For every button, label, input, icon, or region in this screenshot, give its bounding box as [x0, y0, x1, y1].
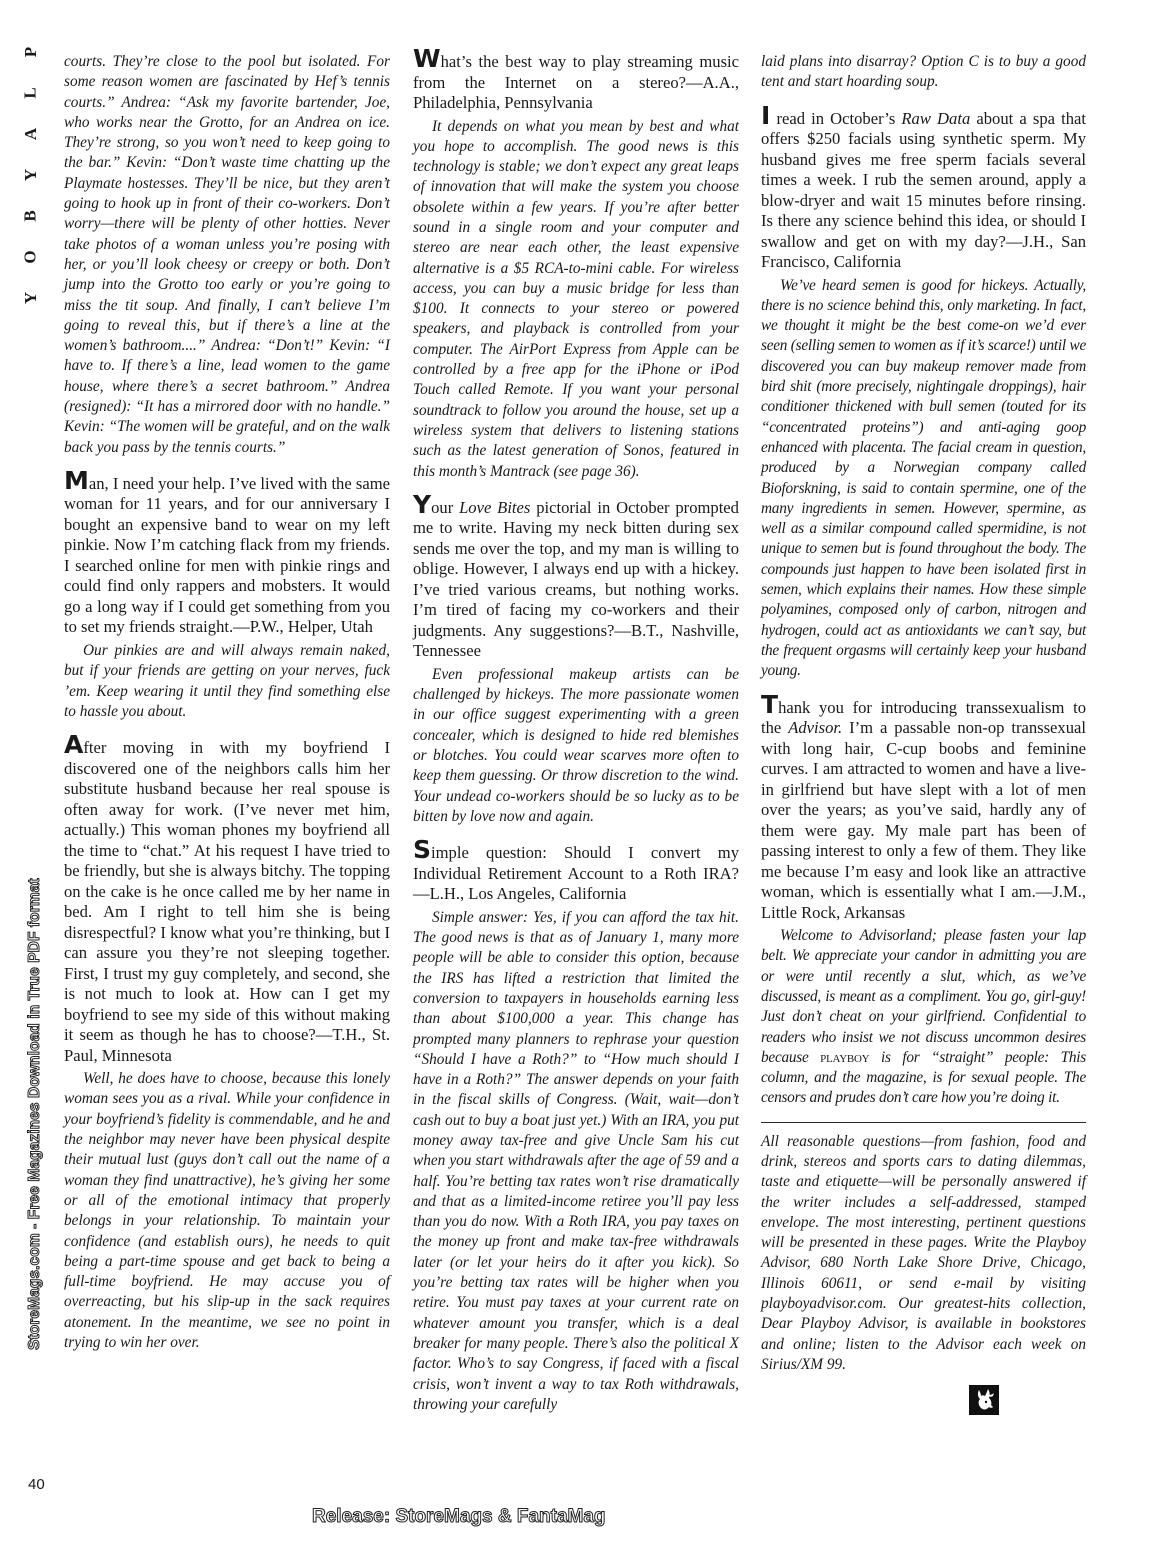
masthead: [18, 42, 44, 308]
page-number: 40: [28, 1476, 45, 1493]
answer-hickeys: Even professional makeup artists can be challenged by hickeys. The more passionate women in our office suggest experimenting with a green concealer, which is designed to hide red blemishes or blotches. You could wear scarves more often to keep them guessing. Or throw discretion to the wind. Your undead co-workers should be so lucky as to be bitten by love now and again.: [413, 665, 739, 825]
release-watermark: Release: StoreMags & FantaMag: [312, 1506, 606, 1527]
question-text: pictorial in October prompted me to write. Having my neck bitten during sex sends me over the top, and my man is willing to oblige. However, I always end up with a hickey. I’ve tried various creams, but nothing works. I’m tired of facing my co-workers and their judgments. Any suggestions?—B.T., Nashville, Tennessee: [413, 497, 739, 661]
question-text: hat’s the best way to play streaming music from the Internet on a stereo?—A.A., Philadelphia, Pennsylvania: [413, 52, 739, 112]
feature-title: Raw Data: [901, 108, 971, 128]
answer-text: is for “straight” people: This column, and the magazine, is for sexual people. The censors and prudes don’t care how you’re doing it.: [761, 1048, 1086, 1107]
masthead-letter: L: [21, 87, 40, 99]
divider-rule: [761, 1122, 1086, 1123]
drop-cap: Y: [413, 489, 432, 519]
answer-text: Welcome to Advisorland; please fasten your lap belt. We appreciate your candor in admitting you are or were until recently a slut, which, as we’ve discussed, is meant as a compliment. You go, girl-guy! Just don’t cheat on your girlfriend. Confidential to readers who insist we not discuss uncommon desires because: [761, 927, 1086, 1066]
continued-answer: courts. They’re close to the pool but isolated. For some reason women are fascinated by Hef’s tennis courts.” Andrea: “Ask my favorite bartender, Joe, who works near the Grotto, for an Andrea on ice. They’re strong, so you won’t need to keep going to the bar.” Kevin: “Don’t waste time chatting up the Playmate hostesses. They’ll be nice, but they aren’t going to hook up in front of their co-workers. Don’t worry—there will be plenty of other hotties. Never take photos of a woman unless you’re posing with her, or you’ll look cheesy or creepy or both. Don’t jump into the Grotto too early or you’re going to miss the tit soup. And finally, I can’t believe I’m going to reveal this, but if there’s a line at the women’s bathroom....” Andrea: “Don’t!” Kevin: “I have to. If there’s a line, lead women to the game house, where there’s a secret bathroom.” Andrea (resigned): “It has a mirrored door with no handle.” Kevin: “The women will be grateful, and on the walk back you pass by the tennis courts.”: [64, 53, 390, 456]
answer-transsexualism: [761, 926, 1086, 1109]
masthead-letter: B: [21, 210, 40, 222]
answer-sperm-facials: We’ve heard semen is good for hickeys. Actually, there is no science behind this, only marketing. In fact, we thought it might be the best come-on we’d ever seen (selling semen to women as if it’s scarce!) until we discovered you can buy makeup remover made from bird shit (more precisely, nightingale droppings), hair conditioner thickened with bull semen (touted for its “concentrated proteins”) and anti-aging goop enhanced with placenta. The facial cream in question, produced by a Norwegian company called Bioforskning, is said to contain spermine, one of the many ingredients in semen. However, spermine, as well as a similar compound called spermidine, is not unique to semen but is found throughout the body. The compounds just happen to have been isolated first in semen, which explains their names. How these simple polyamines, composed only of carbon, nitrogen and hydrogen, could act as antioxidants we can’t say, but the frequent orgasms will certainly keep your husband young.: [761, 276, 1086, 680]
masthead-letter: Y: [21, 168, 40, 182]
question-text: hank you for introducing transsexualism to the: [761, 697, 1086, 738]
pictorial-title: Love Bites: [459, 497, 531, 517]
answer-pinkie-ring: Our pinkies are and will always remain naked, but if your friends are getting on your nerves, fuck ’em. Keep wearing it until they find something else to hassle you about.: [64, 641, 390, 720]
question-sperm-facials: [761, 100, 1087, 273]
masthead-letter: P: [20, 46, 40, 58]
question-hickeys: [413, 489, 739, 662]
question-roth-ira: [413, 835, 739, 905]
question-text: our: [431, 497, 460, 517]
drop-cap: S: [413, 835, 432, 865]
column-1: [64, 52, 390, 1353]
continued-answer: laid plans into disarray? Option C is to buy a good tent and start hoarding soup.: [761, 53, 1086, 91]
side-watermark: StoreMags.com - Free Magazines Download in True PDF format: [26, 878, 43, 1350]
answer-neighbor: Well, he does have to choose, because this lonely woman sees you as a rival. While your confidence in your boyfriend’s fidelity is commendable, and he and the neighbor may never have been physical despite their mutual lust (guys don’t call out the name of a woman they find unattractive), he’s giving her some or all of the emotional intimacy that properly belongs in your relationship. To maintain your confidence (and establish ours), he needs to quit being a part-time spouse and get back to being a full-time boyfriend. He may accuse you of overreacting, but his slip-up in the sack requires atonement. In the meantime, we see no point in trying to win her over.: [64, 1070, 390, 1351]
drop-cap: T: [761, 689, 779, 719]
question-text: imple question: Should I convert my Individual Retirement Account to a Roth IRA?—L.H., Los Angeles, California: [413, 843, 739, 904]
drop-cap: A: [64, 730, 84, 760]
question-text: an, I need your help. I’ve lived with the same woman for 11 years, and for our anniversary I bought an expensive band to wear on my left pinkie. Now I’m catching flack from my friends. I searched online for men with pinkie rings and could find only rappers and mobsters. It would go a long way if I could get something from you to set my friends straight.—P.W., Helper, Utah: [64, 473, 390, 637]
column-title: Advisor.: [788, 718, 843, 738]
question-neighbor: [64, 730, 390, 1066]
question-text: read in October’s: [770, 108, 902, 128]
drop-cap: W: [413, 44, 441, 73]
answer-roth-ira: Simple answer: Yes, if you can afford the tax hit. The good news is that as of January 1, many more people will be able to consider this option, because the IRS has lifted a restriction that limited the conversion to taxpayers in households earning less than about $100,000 a year. This change has prompted many planners to rephrase your question “Should I have a Roth?” to “How much should I have in a Roth?” The answer depends on your faith in the fiscal skills of Congress. (Wait, wait—don’t cash out to buy a boat just yet.) With an IRA, you put money away tax-free and give Uncle Sam his cut when you start withdrawals after the age of 59 and a half. You’re betting tax rates won’t rise dramatically and that as a limited-income retiree you’ll pay less than you do now. With a Roth IRA, you pay taxes on the money up front and make tax-free withdrawals later (or let your heirs do it after you kick). So you’re betting tax rates will be higher when you retire. You must pay taxes at your current rate on whatever amount you transfer, which is a deal breaker for many people. There’s also the political X factor. Who’s to say Congress, if faced with a fiscal crisis, won’t invent a way to tax Roth withdrawals, throwing your carefully: [413, 908, 739, 1413]
question-text: I’m a passable non-op transsexual with long hair, C-cup boobs and feminine curves. I am attracted to women and have a live-in girlfriend but have slept with a lot of men over the years; as you’ve said, hardly any of them were gay. My male part has been of passing interest to only a few of them. They like me because I’m easy and look like an attractive woman, which is essentially what I am.—J.M., Little Rock, Arkansas: [761, 718, 1086, 922]
submission-info: All reasonable questions—from fashion, food and drink, stereos and sports cars to dating dilemmas, taste and etiquette—will be personally answered if the writer includes a self-addressed, stamped envelope. The most interesting, pertinent questions will be presented in these pages. Write the Playboy Advisor, 680 North Lake Shore Drive, Chicago, Illinois 60611, or send e-mail by visiting playboyadvisor.com. Our greatest-hits collection, Dear Playboy Advisor, is available in bookstores and online; listen to the Advisor each week on Sirius/XM 99.: [761, 1132, 1086, 1373]
brand-smallcaps: playboy: [820, 1048, 870, 1066]
masthead-letter: A: [21, 127, 40, 141]
masthead-letter: O: [20, 250, 40, 264]
drop-cap: I: [761, 100, 771, 130]
answer-streaming-music: It depends on what you mean by best and what you hope to accomplish. The good news is this technology is stable; we don’t expect any great leaps of innovation that will make the system you choose obsolete within a few years. If you’re after better sound in a single room and your computer and stereo are near each other, the least expensive alternative is a $5 RCA-to-mini cable. For wireless access, you can buy a music bridge for less than $100. It connects to your stereo or powered speakers, and playback is controlled from your computer. The AirPort Express from Apple can be controlled by a free app for the iPhone or iPod Touch called Remote. If you want your personal soundtrack to follow you around the house, set up a wireless system that delivers to listening stations such as the latest generation of Sonos, featured in this month’s Mantrack (see page 36).: [413, 117, 739, 480]
rabbit-head-icon: [969, 1385, 999, 1415]
question-text: fter moving in with my boyfriend I discovered one of the neighbors calls him her substitute husband because her real spouse is often away for work. (I’ve never met him, actually.) This woman phones my boyfriend all the time to “chat.” At his request I have tried to be friendly, but she is always bitchy. The topping on the cake is he once called me by her name in bed. Am I right to tell him she is being disrespectful? I know what you’re thinking, but I can assure you they’re not sleeping together. First, I trust my guy completely, and second, she is not much to look at. How can I get my boyfriend to see my side of this without making it seem as though he has to choose?—T.H., St. Paul, Minnesota: [64, 738, 390, 1065]
question-transsexualism: [761, 689, 1086, 924]
drop-cap: M: [64, 465, 89, 495]
question-pinkie-ring: [64, 465, 390, 638]
column-3: [761, 52, 1086, 1420]
column-2: [413, 44, 739, 1415]
masthead-letter: Y: [21, 291, 40, 305]
question-streaming-music: [413, 44, 739, 114]
question-text: about a spa that offers $250 facials using synthetic sperm. My husband gives me free sperm facials several times a week. I rub the semen around, apply a blow-dryer and wait 15 minutes before rinsing. Is there any science behind this idea, or should I swallow and get on with my day?—J.H., San Francisco, California: [761, 108, 1087, 272]
